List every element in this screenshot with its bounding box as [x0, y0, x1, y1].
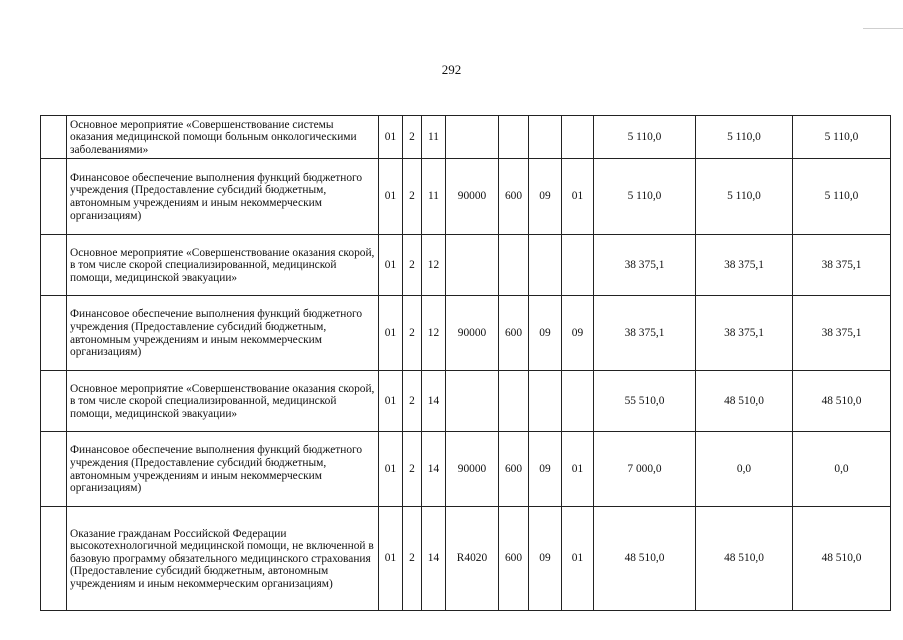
code-cell [529, 371, 562, 432]
description-cell: Основное мероприятие «Совершенствование системы оказания медицинской помощи больным онкологическими заболеваниями» [67, 116, 379, 159]
code-cell: 09 [562, 296, 594, 371]
blank-cell [41, 507, 67, 611]
page-number: 292 [441, 62, 462, 77]
code-cell: 01 [562, 507, 594, 611]
blank-cell [41, 116, 67, 159]
amount-cell: 48 510,0 [793, 371, 891, 432]
code-cell: 14 [422, 432, 446, 507]
code-cell [562, 371, 594, 432]
amount-cell: 48 510,0 [696, 507, 793, 611]
blank-cell [41, 159, 67, 235]
code-cell: 600 [499, 159, 529, 235]
scan-edge-mark [863, 28, 903, 29]
amount-cell: 7 000,0 [594, 432, 696, 507]
code-cell [499, 235, 529, 296]
code-cell [499, 116, 529, 159]
blank-cell [41, 296, 67, 371]
blank-cell [41, 371, 67, 432]
code-cell: 14 [422, 507, 446, 611]
table-row [41, 371, 891, 432]
code-cell: 2 [403, 116, 422, 159]
code-cell: 12 [422, 296, 446, 371]
code-cell: 2 [403, 507, 422, 611]
code-cell [529, 235, 562, 296]
code-cell: 90000 [446, 159, 499, 235]
amount-cell: 5 110,0 [696, 116, 793, 159]
amount-cell: 38 375,1 [594, 235, 696, 296]
amount-cell: 38 375,1 [793, 296, 891, 371]
blank-cell [41, 235, 67, 296]
code-cell: 01 [379, 116, 403, 159]
code-cell: 01 [379, 507, 403, 611]
code-cell: 2 [403, 296, 422, 371]
code-cell: 01 [379, 432, 403, 507]
code-cell [499, 371, 529, 432]
amount-cell: 48 510,0 [594, 507, 696, 611]
description-cell: Финансовое обеспечение выполнения функций бюджетного учреждения (Предоставление субсидий бюджетным, автономным учреждениям и иным некоммерческим организациям) [67, 296, 379, 371]
code-cell: 01 [379, 159, 403, 235]
code-cell: 600 [499, 296, 529, 371]
code-cell: 09 [529, 296, 562, 371]
code-cell: 01 [379, 235, 403, 296]
code-cell: 600 [499, 507, 529, 611]
amount-cell: 38 375,1 [594, 296, 696, 371]
amount-cell: 38 375,1 [696, 296, 793, 371]
code-cell [529, 116, 562, 159]
code-cell: 600 [499, 432, 529, 507]
code-cell: 01 [562, 159, 594, 235]
amount-cell: 0,0 [696, 432, 793, 507]
amount-cell: 5 110,0 [793, 159, 891, 235]
code-cell: 2 [403, 159, 422, 235]
amount-cell: 5 110,0 [793, 116, 891, 159]
amount-cell: 55 510,0 [594, 371, 696, 432]
blank-cell [41, 432, 67, 507]
amount-cell: 0,0 [793, 432, 891, 507]
code-cell: 11 [422, 159, 446, 235]
code-cell [446, 116, 499, 159]
code-cell: 2 [403, 235, 422, 296]
code-cell: 09 [529, 507, 562, 611]
code-cell: 01 [379, 296, 403, 371]
code-cell: 90000 [446, 296, 499, 371]
code-cell: 14 [422, 371, 446, 432]
code-cell [446, 371, 499, 432]
table-row [41, 235, 891, 296]
amount-cell: 48 510,0 [793, 507, 891, 611]
description-cell: Основное мероприятие «Совершенствование оказания скорой, в том числе скорой специализированной, медицинской помощи, медицинской эвакуации» [67, 371, 379, 432]
amount-cell: 38 375,1 [793, 235, 891, 296]
amount-cell: 5 110,0 [594, 116, 696, 159]
description-cell: Финансовое обеспечение выполнения функций бюджетного учреждения (Предоставление субсидий бюджетным, автономным учреждениям и иным некоммерческим организациям) [67, 432, 379, 507]
amount-cell: 38 375,1 [696, 235, 793, 296]
table-row [41, 159, 891, 235]
description-cell: Финансовое обеспечение выполнения функций бюджетного учреждения (Предоставление субсидий бюджетным, автономным учреждениям и иным некоммерческим организациям) [67, 159, 379, 235]
code-cell: 01 [562, 432, 594, 507]
amount-cell: 5 110,0 [696, 159, 793, 235]
code-cell: 09 [529, 159, 562, 235]
code-cell: 12 [422, 235, 446, 296]
description-cell: Основное мероприятие «Совершенствование оказания скорой, в том числе скорой специализированной, медицинской помощи, медицинской эвакуации» [67, 235, 379, 296]
code-cell [446, 235, 499, 296]
amount-cell: 5 110,0 [594, 159, 696, 235]
table-row [41, 116, 891, 159]
code-cell: 01 [379, 371, 403, 432]
table-row [41, 296, 891, 371]
code-cell: 90000 [446, 432, 499, 507]
code-cell: 09 [529, 432, 562, 507]
code-cell: R4020 [446, 507, 499, 611]
description-cell: Оказание гражданам Российской Федерации высокотехнологичной медицинской помощи, не включенной в базовую программу обязательного медицинского страхования (Предоставление субсидий бюджетным, автономным учреждениям и иным некоммерческим организациям) [67, 507, 379, 611]
code-cell: 2 [403, 432, 422, 507]
table-row [41, 507, 891, 611]
code-cell [562, 116, 594, 159]
code-cell [562, 235, 594, 296]
code-cell: 2 [403, 371, 422, 432]
table-row [41, 432, 891, 507]
amount-cell: 48 510,0 [696, 371, 793, 432]
code-cell: 11 [422, 116, 446, 159]
budget-table [40, 115, 891, 611]
